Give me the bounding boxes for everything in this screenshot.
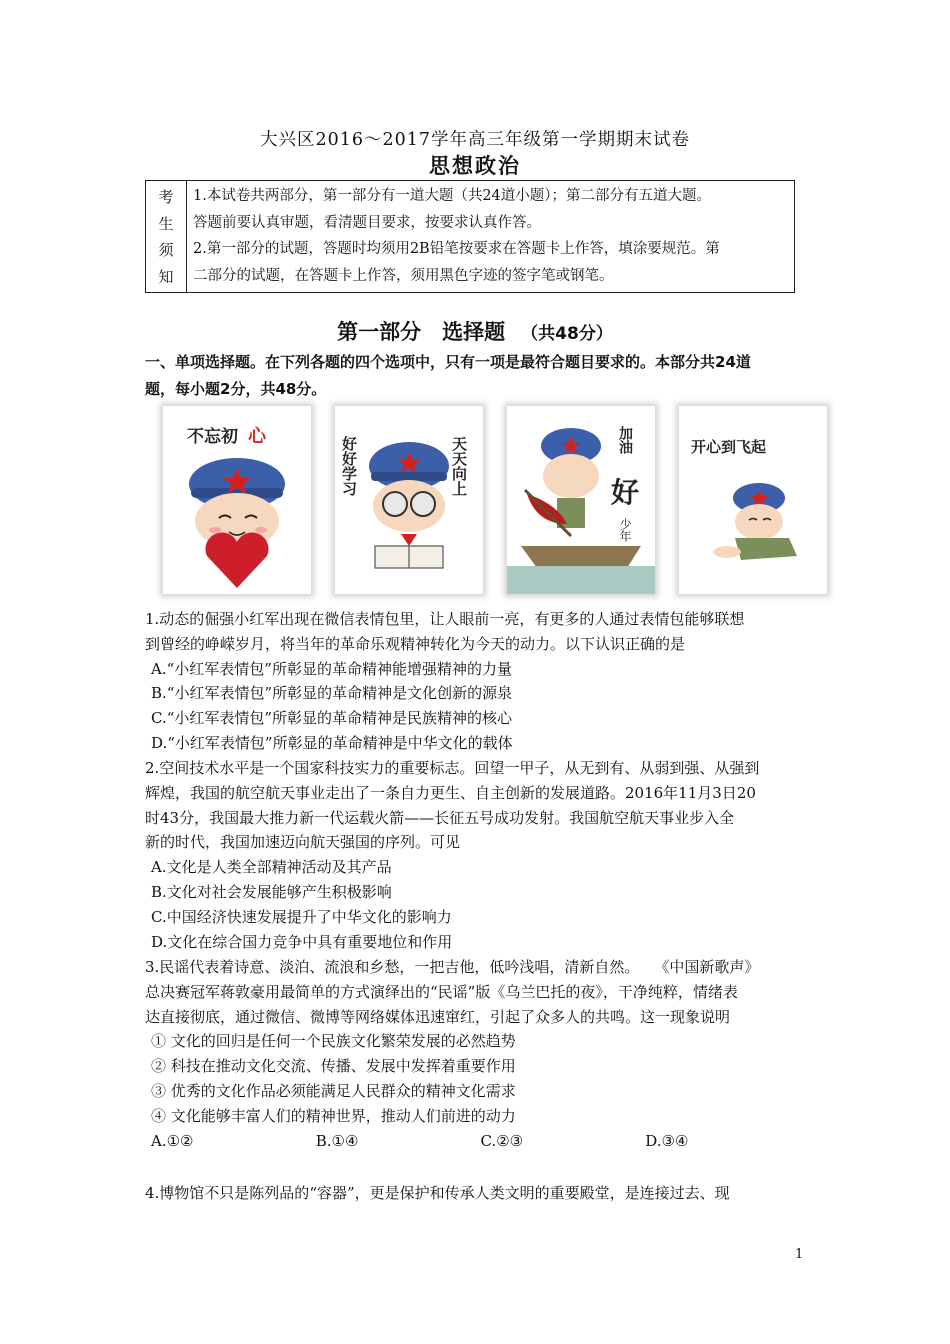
part-title-text: 第一部分 选择题: [337, 320, 506, 344]
choice-c: C.②③: [480, 1131, 524, 1150]
sticker-caption: 不忘初: [187, 427, 238, 447]
question-stem-line: 3.民谣代表着诗意、淡泊、流浪和乡愁，一把吉他，低吟浅唱，清新自然。 《中国新歌声》: [145, 958, 760, 976]
statement-item: ④ 文化能够丰富人们的精神世界，推动人们前进的动力: [151, 1106, 516, 1125]
question-stem-line: 辉煌，我国的航空航天事业走出了一条自力更生、自主创新的发展道路。2016年11月3日20: [145, 783, 756, 802]
subject-title: 思想政治: [429, 154, 521, 178]
question-stem-line: 2.空间技术水平是一个国家科技实力的重要标志。回望一甲子，从无到有、从弱到强、从强到: [145, 759, 760, 777]
notice-label: [146, 181, 187, 292]
notice-label-char: 生: [158, 214, 174, 233]
option-b: B.文化对社会发展能够产生积极影响: [151, 882, 392, 901]
choice-d: D.③④: [645, 1131, 689, 1150]
option-a: A.文化是人类全部精神活动及其产品: [151, 858, 392, 877]
question-stem-line: 4.博物馆不只是陈列品的“容器”，更是保护和传承人类文明的重要殿堂，是连接过去、现: [145, 1184, 730, 1202]
sticker-row: [158, 405, 826, 595]
sticker-caption: 好好学习: [340, 436, 358, 496]
part-points: （共48分）: [521, 324, 613, 344]
choice-b: B.①④: [315, 1131, 359, 1150]
sticker-fly-illustration: [679, 406, 827, 594]
sticker-boat-illustration: [507, 406, 655, 594]
question-stem-line: 时43分，我国最大推力新一代运载火箭——长征五号成功发射。我国航空航天事业步入全: [145, 808, 735, 827]
statement-item: ③ 优秀的文化作品必须能满足人民群众的精神文化需求: [151, 1081, 516, 1100]
question-stem-line: 达直接彻底，通过微信、微博等网络媒体迅速窜红，引起了众多人的共鸣。这一现象说明: [145, 1007, 731, 1026]
question-stem-line: 新的时代，我国加速迈向航天强国的序列。可见: [145, 833, 461, 852]
option-c: C.中国经济快速发展提升了中华文化的影响力: [151, 907, 452, 926]
notice-label-char: 知: [158, 268, 174, 287]
notice-line: 2.第一部分的试题，答题时均须用2B铅笔按要求在答题卡上作答，填涂要规范。第: [193, 241, 720, 257]
notice-line: 答题前要认真审题，看清题目要求，按要求认真作答。: [193, 214, 541, 231]
option-a: A.“小红军表情包”所彰显的革命精神能增强精神的力量: [151, 659, 512, 678]
option-d: D.文化在综合国力竞争中具有重要地位和作用: [151, 932, 453, 951]
sticker-caption: 天天向上: [450, 436, 468, 496]
section-line: 一、单项选择题。在下列各题的四个选项中，只有一项是最符合题目要求的。本部分共24道: [145, 353, 751, 371]
notice-box: [145, 180, 795, 293]
sticker-fly: [678, 405, 828, 595]
notice-label-char: 须: [158, 241, 174, 260]
notice-label-char: 考: [158, 187, 174, 206]
sticker-boat: [506, 405, 656, 595]
question-1: [145, 607, 810, 756]
page-number: 1: [795, 1247, 804, 1262]
question-4: [145, 1181, 810, 1206]
question-stem-line: 到曾经的峥嵘岁月，将当年的革命乐观精神转化为今天的动力。以下认识正确的是: [145, 634, 686, 653]
sticker-caption: 少年: [618, 518, 632, 542]
sticker-caption: 加油: [617, 426, 633, 454]
sticker-caption: 开心到飞起: [691, 438, 767, 456]
option-b: B.“小红军表情包”所彰显的革命精神是文化创新的源泉: [151, 684, 513, 703]
sticker-heart: [162, 405, 312, 595]
question-stem-line: 总决赛冠军蒋敦豪用最简单的方式演绎出的“民谣”版《乌兰巴托的夜》，干净纯粹，情绪表: [145, 982, 738, 1001]
sticker-study: [334, 405, 484, 595]
section-instructions: [145, 349, 813, 403]
question-3: [145, 955, 810, 1153]
sticker-heart-illustration: [163, 406, 311, 594]
notice-body: [187, 181, 794, 292]
statement-item: ② 科技在推动文化交流、传播、发展中发挥着重要作用: [151, 1057, 516, 1076]
question-stem-line: 1.动态的倔强小红军出现在微信表情包里，让人眼前一亮，有更多的人通过表情包能够联想: [145, 610, 745, 628]
option-d: D.“小红军表情包”所彰显的革命精神是中华文化的载体: [151, 733, 513, 752]
statement-item: ① 文化的回归是任何一个民族文化繁荣发展的必然趋势: [151, 1032, 516, 1051]
option-c: C.“小红军表情包”所彰显的革命精神是民族精神的核心: [151, 709, 513, 728]
section-line: 题，每小题2分，共48分。: [145, 380, 327, 398]
notice-line: 1.本试卷共两部分，第一部分有一道大题（共24道小题）；第二部分有五道大题。: [193, 188, 712, 204]
sticker-study-illustration: [335, 406, 483, 594]
sticker-caption: 心: [248, 426, 266, 447]
exam-title: 大兴区2016～2017学年高三年级第一学期期末试卷: [259, 130, 691, 150]
part-title: [0, 316, 950, 346]
choice-a: A.①②: [151, 1131, 194, 1150]
answer-choices: [145, 1129, 810, 1154]
question-2: [145, 756, 810, 954]
sticker-caption: 好: [611, 476, 640, 509]
notice-line: 二部分的试题，在答题卡上作答，须用黑色字迹的签字笔或钢笔。: [193, 267, 614, 284]
